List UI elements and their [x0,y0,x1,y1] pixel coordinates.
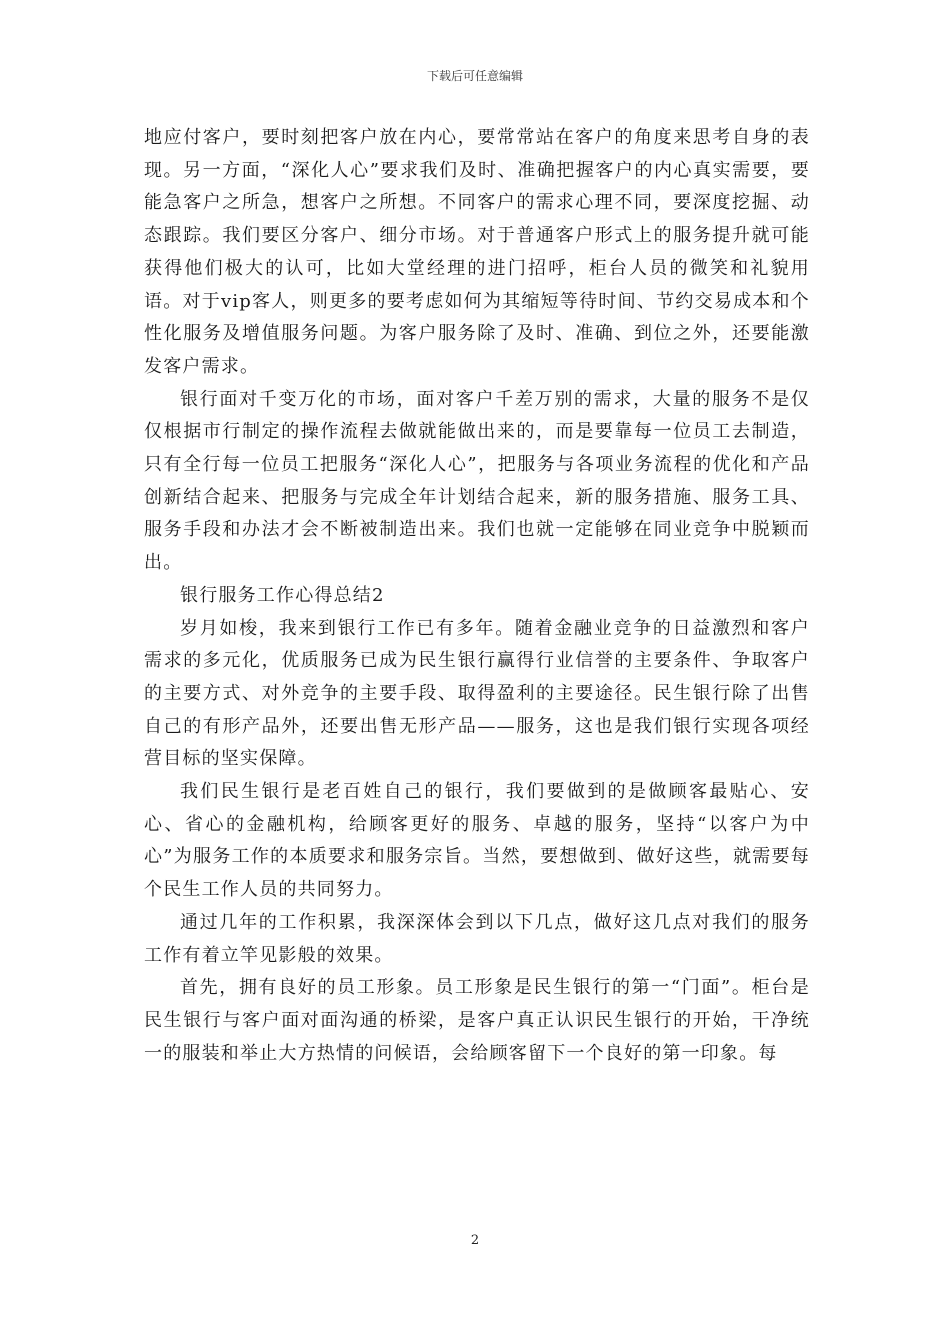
section-heading: 银行服务工作心得总结2 [180,584,385,606]
page-number: 2 [470,1233,480,1248]
paragraph: 岁月如梭，我来到银行工作已有多年。随着金融业竞争的日益激烈和客户需求的多元化，优质服务已成为民生银行赢得行业信誉的主要条件、争取客户的主要方式、对外竞争的主要手段、取得盈利的主要途径。民生银行除了出售自己的有形产品外，还要出售无形产品——服务，这也是我们银行实现各项经营目标的坚实保障。 [144,617,810,770]
paragraph: 银行面对千变万化的市场，面对客户千差万别的需求，大量的服务不是仅仅根据市行制定的操作流程去做就能做出来的，而是要靠每一位员工去制造，只有全行每一位员工把服务“深化人心”，把服务与各项业务流程的优化和产品创新结合起来、把服务与完成全年计划结合起来，新的服务措施、服务工具、服务手段和办法才会不断被制造出来。我们也就一定能够在同业竞争中脱颖而出。 [144,388,810,574]
paragraph: 首先，拥有良好的员工形象。员工形象是民生银行的第一“门面”。柜台是民生银行与客户面对面沟通的桥梁，是客户真正认识民生银行的开始，干净统一的服装和举止大方热情的问候语，会给顾客留下一个良好的第一印象。每 [144,977,810,1064]
document-body [144,122,810,1070]
page-header: 下载后可任意编辑 [426,69,523,83]
paragraph-continued: 地应付客户，要时刻把客户放在内心，要常常站在客户的角度来思考自身的表现。另一方面，“深化人心”要求我们及时、准确把握客户的内心真实需要，要能急客户之所急，想客户之所想。不同客户的需求心理不同，要深度挖掘、动态跟踪。我们要区分客户、细分市场。对于普通客户形式上的服务提升就可能获得他们极大的认可，比如大堂经理的进门招呼，柜台人员的微笑和礼貌用语。对于vip客人，则更多的要考虑如何为其缩短等待时间、节约交易成本和个性化服务及增值服务问题。为客户服务除了及时、准确、到位之外，还要能激发客户需求。 [144,127,810,377]
paragraph: 我们民生银行是老百姓自己的银行，我们要做到的是做顾客最贴心、安心、省心的金融机构，给顾客更好的服务、卓越的服务，坚持“以客户为中心”为服务工作的本质要求和服务宗旨。当然，要想做到、做好这些，就需要每个民生工作人员的共同努力。 [144,781,810,901]
paragraph: 通过几年的工作积累，我深深体会到以下几点，做好这几点对我们的服务工作有着立竿见影般的效果。 [144,911,810,966]
